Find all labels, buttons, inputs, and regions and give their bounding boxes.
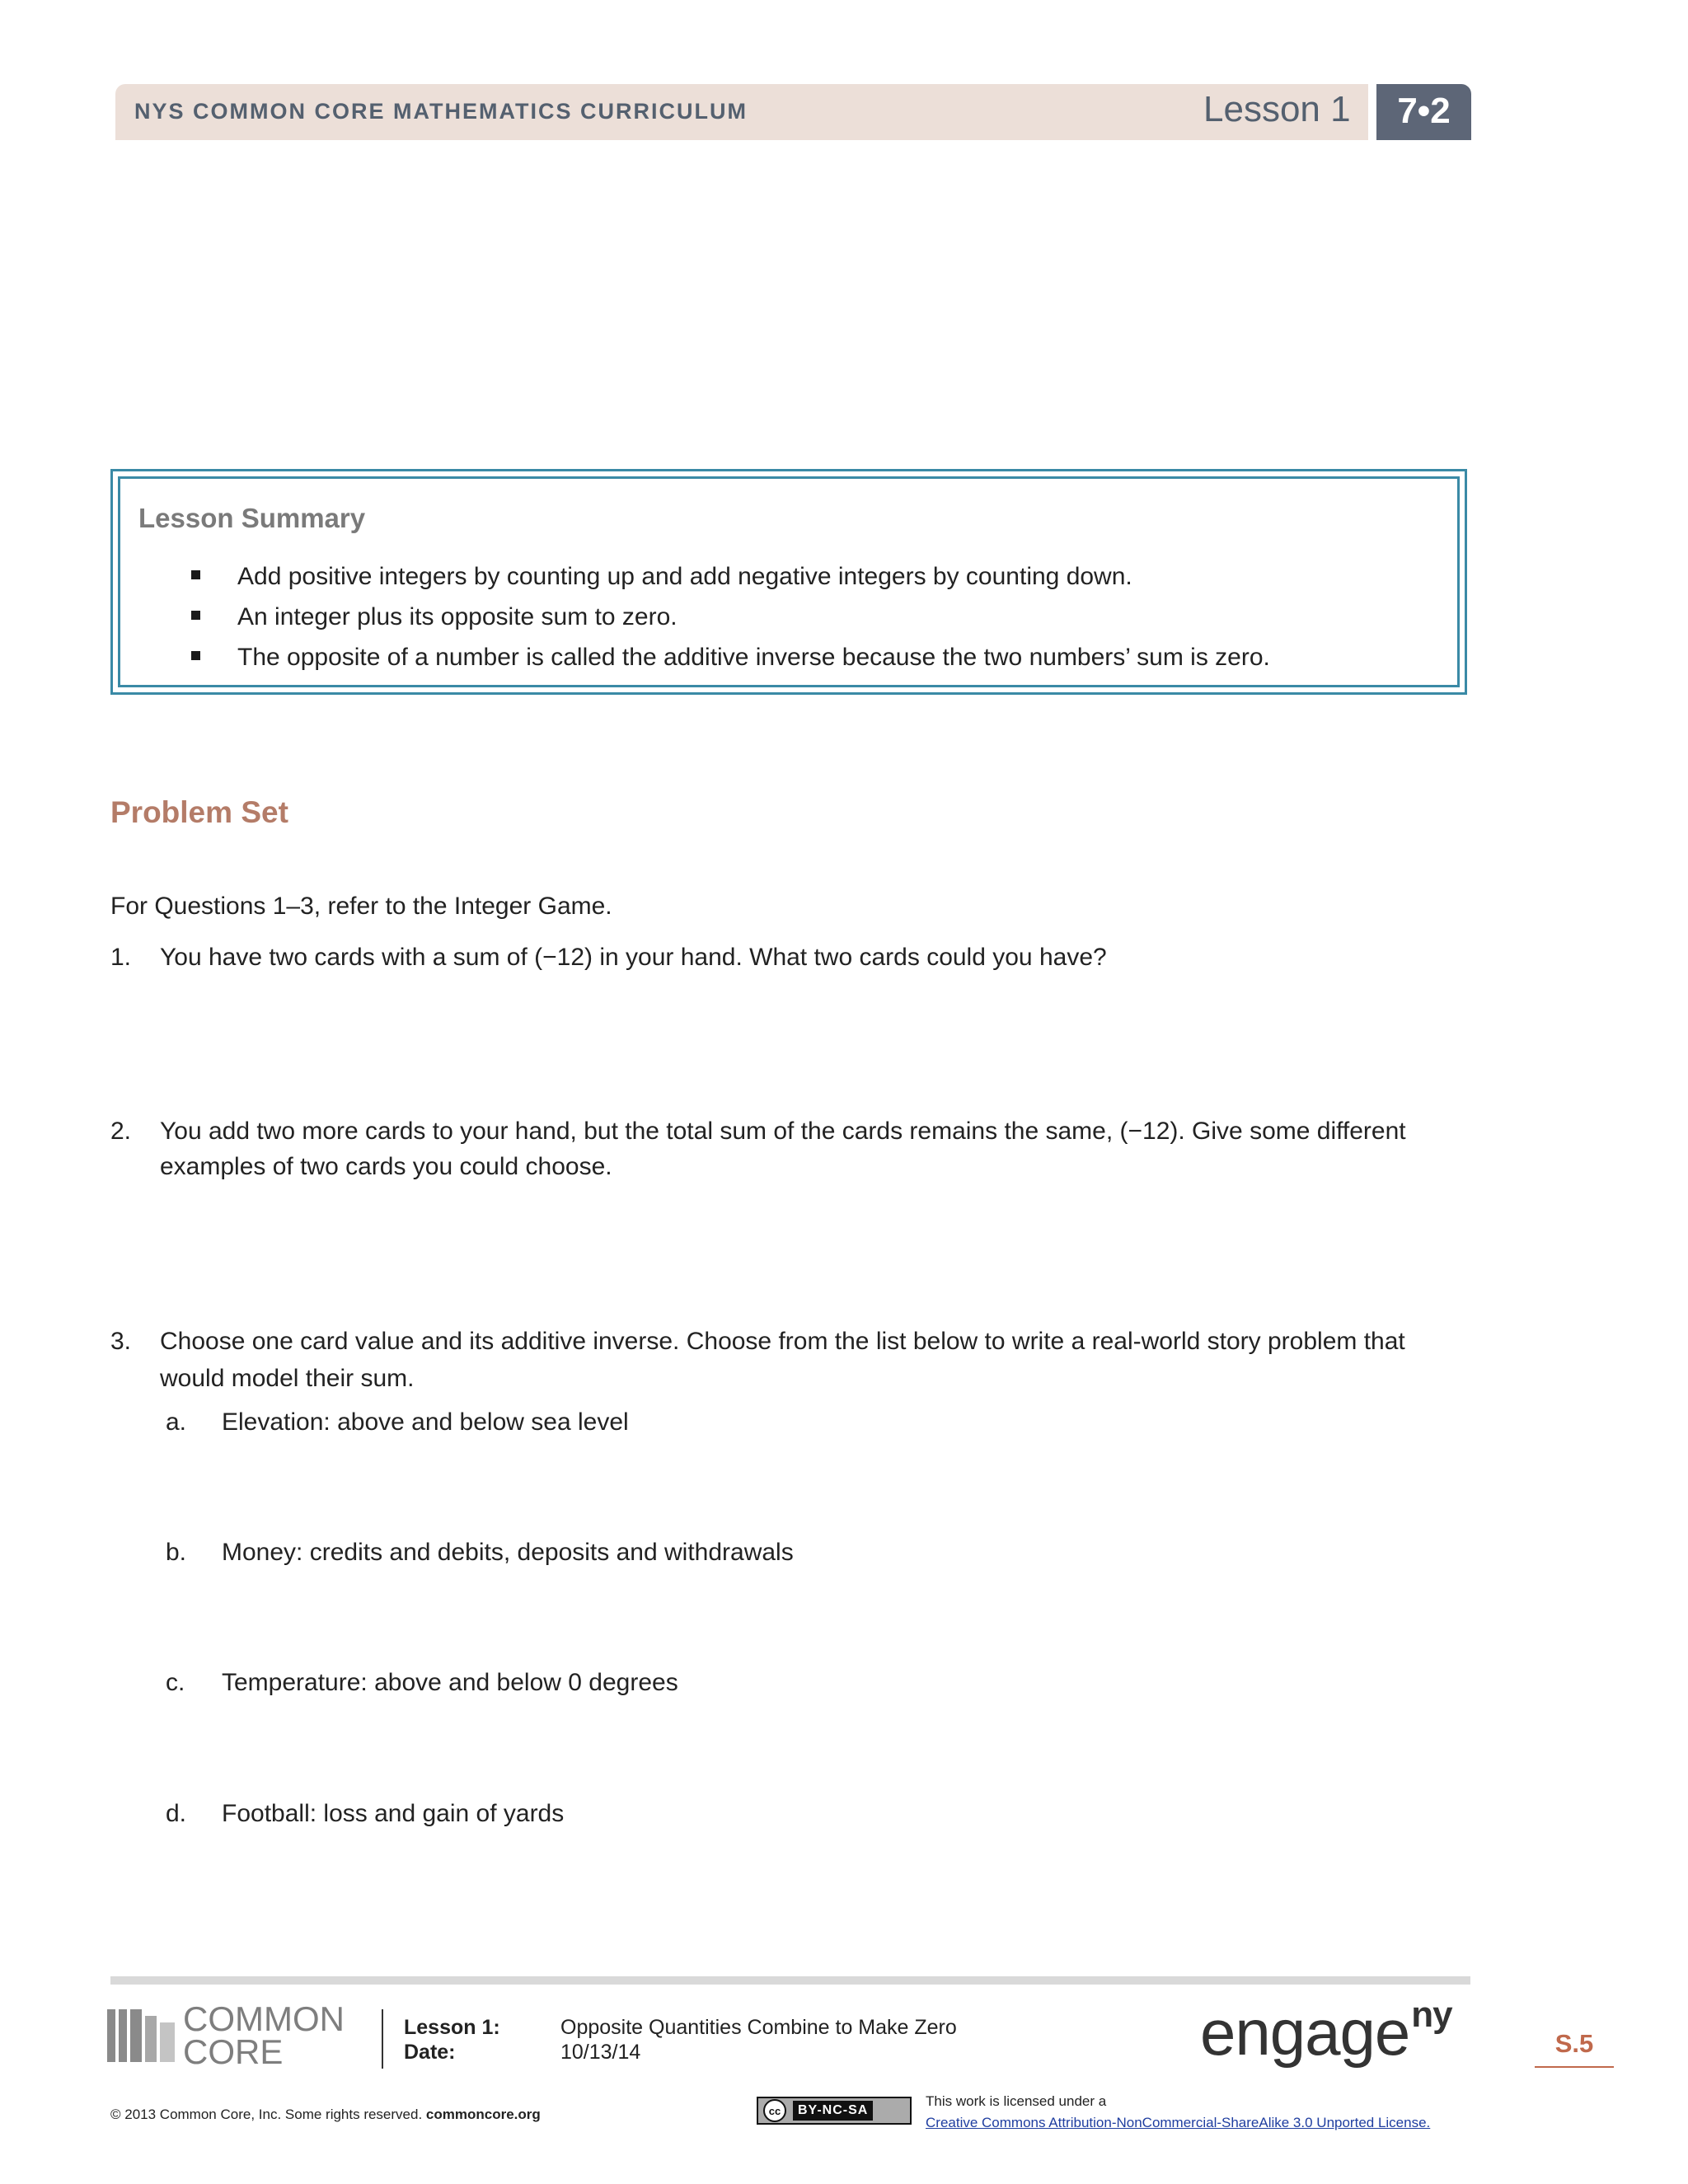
footer-date-value: 10/13/14	[560, 2041, 641, 2064]
bullet-icon	[191, 611, 200, 620]
footer-rule	[110, 1976, 1470, 1985]
question-number: 3.	[110, 1328, 132, 1355]
problem-set-title: Problem Set	[110, 795, 288, 829]
footer-divider	[382, 2009, 383, 2069]
question-2-line2: examples of two cards you could choose.	[160, 1153, 612, 1180]
bullet-icon	[191, 570, 200, 579]
option-text: Temperature: above and below 0 degrees	[222, 1669, 678, 1696]
problem-set-intro: For Questions 1–3, refer to the Integer Game.	[110, 893, 612, 920]
question-1-text: You have two cards with a sum of (−12) in your hand. What two cards could you have?	[160, 944, 1107, 971]
page-number: S.5	[1554, 2029, 1594, 2058]
summary-bullet: An integer plus its opposite sum to zero.	[237, 603, 678, 630]
question-3-line2: would model their sum.	[160, 1365, 415, 1392]
cc-circle-icon: cc	[763, 2099, 786, 2122]
license-text: This work is licensed under a	[926, 2093, 1107, 2109]
common-core-logo-text: COMMON CORE	[183, 1999, 345, 2071]
curriculum-title: NYS COMMON CORE MATHEMATICS CURRICULUM	[134, 99, 748, 124]
footer-date-label: Date:	[404, 2041, 456, 2064]
common-core-logo-icon	[107, 2009, 178, 2062]
option-text: Football: loss and gain of yards	[222, 1800, 565, 1827]
option-letter: d.	[166, 1800, 187, 1827]
footer-lesson-label: Lesson 1:	[404, 2016, 500, 2039]
module-badge: 7•2	[1376, 84, 1471, 140]
option-text: Money: credits and debits, deposits and withdrawals	[222, 1539, 794, 1566]
creative-commons-badge-icon[interactable]	[757, 2097, 912, 2125]
engageny-logo: engage$^{ny}$	[1200, 1994, 1452, 2069]
lesson-summary-title: Lesson Summary	[138, 503, 366, 533]
summary-bullet: The opposite of a number is called the additive inverse because the two numbers’ sum is zero.	[237, 644, 1270, 671]
question-number: 2.	[110, 1118, 132, 1145]
lesson-label: Lesson 1	[1203, 89, 1351, 129]
page-number-underline	[1535, 2066, 1614, 2068]
bullet-icon	[191, 651, 200, 660]
license-link[interactable]: Creative Commons Attribution-NonCommercial-ShareAlike 3.0 Unported License.	[926, 2115, 1431, 2130]
option-letter: c.	[166, 1669, 185, 1696]
option-letter: b.	[166, 1539, 187, 1566]
option-letter: a.	[166, 1408, 187, 1436]
option-text: Elevation: above and below sea level	[222, 1408, 629, 1436]
cc-license-code: BY-NC-SA	[793, 2101, 873, 2121]
question-number: 1.	[110, 944, 132, 971]
question-3-line1: Choose one card value and its additive inverse. Choose from the list below to write a real-world story problem that	[160, 1328, 1405, 1355]
summary-bullet: Add positive integers by counting up and add negative integers by counting down.	[237, 563, 1132, 590]
footer-lesson-title: Opposite Quantities Combine to Make Zero	[560, 2016, 957, 2039]
question-2-line1: You add two more cards to your hand, but the total sum of the cards remains the same, (−12). Give some different	[160, 1118, 1406, 1145]
copyright-text: © 2013 Common Core, Inc. Some rights reserved. commoncore.org	[110, 2107, 541, 2122]
